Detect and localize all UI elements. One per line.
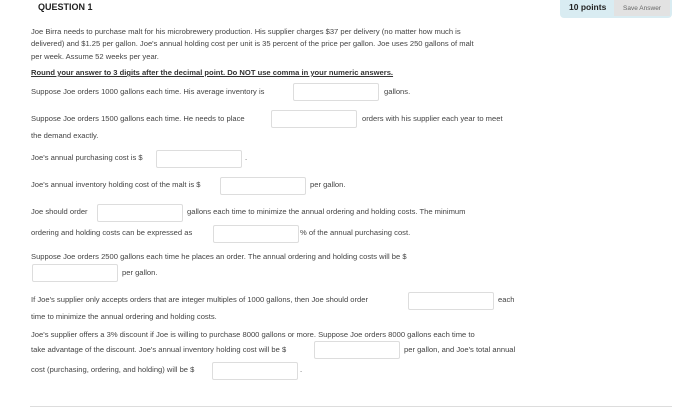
q4-text: Joe's annual inventory holding cost of the malt is $ bbox=[31, 180, 201, 189]
q6-text: ordering and holding costs can be expressed as bbox=[31, 228, 193, 237]
q7-after: per gallon. bbox=[122, 268, 158, 277]
instruction: Round your answer to 3 digits after the decimal point. Do NOT use comma in your numeric answers. bbox=[31, 68, 394, 77]
q10-after: . bbox=[300, 365, 303, 374]
points-panel bbox=[560, 0, 672, 18]
q2-text: Suppose Joe orders 1500 gallons each time. He needs to place bbox=[31, 114, 245, 123]
eoq-input[interactable] bbox=[97, 204, 183, 222]
q5-after: gallons each time to minimize the annual ordering and holding costs. The minimum bbox=[187, 207, 466, 216]
multiple-order-input[interactable] bbox=[408, 292, 494, 310]
cost-2500-input[interactable] bbox=[32, 264, 118, 282]
intro-line-1: Joe Birra needs to purchase malt for his microbrewery production. His supplier charges $37 per delivery (no matter how much is bbox=[31, 27, 461, 36]
discount-holding-cost-input[interactable] bbox=[314, 341, 400, 359]
q3-text: Joe's annual purchasing cost is $ bbox=[31, 153, 143, 162]
q7-text: Suppose Joe orders 2500 gallons each time he places an order. The annual ordering and holding costs will be $ bbox=[31, 252, 407, 261]
holding-cost-input[interactable] bbox=[220, 177, 306, 195]
q6-after: % of the annual purchasing cost. bbox=[300, 228, 411, 237]
points-label: 10 points bbox=[569, 2, 607, 12]
q9-text: take advantage of the discount. Joe's annual inventory holding cost will be $ bbox=[31, 345, 287, 354]
total-annual-cost-input[interactable] bbox=[212, 362, 298, 380]
average-inventory-input[interactable] bbox=[293, 83, 379, 101]
purchasing-cost-input[interactable] bbox=[156, 150, 242, 168]
q8-text: If Joe's supplier only accepts orders that are integer multiples of 1000 gallons, then Joe should order bbox=[31, 295, 369, 304]
intro-line-2: delivered) and $1.25 per gallon. Joe's annual holding cost per unit is 35 percent of the price per gallon. Joe uses 250 gallons of malt bbox=[31, 39, 474, 48]
q9-line1: Joe's supplier offers a 3% discount if Joe is willing to purchase 8000 gallons or more. Suppose Joe orders 8000 gallons each time to bbox=[31, 330, 475, 339]
q5-text: Joe should order bbox=[31, 207, 88, 216]
q3-after: . bbox=[245, 153, 248, 162]
q2-line2: the demand exactly. bbox=[31, 131, 99, 140]
q10-text: cost (purchasing, ordering, and holding) will be $ bbox=[31, 365, 195, 374]
orders-per-year-input[interactable] bbox=[271, 110, 357, 128]
q9-after: per gallon, and Joe's total annual bbox=[404, 345, 516, 354]
q8-after: each bbox=[498, 295, 515, 304]
question-title: QUESTION 1 bbox=[38, 2, 93, 12]
intro-line-3: per week. Assume 52 weeks per year. bbox=[31, 52, 159, 61]
q1-unit: gallons. bbox=[384, 87, 411, 96]
save-answer-button[interactable]: Save Answer bbox=[614, 0, 670, 16]
q4-after: per gallon. bbox=[310, 180, 346, 189]
q1-text: Suppose Joe orders 1000 gallons each time. His average inventory is bbox=[31, 87, 265, 96]
q8-line2: time to minimize the annual ordering and holding costs. bbox=[31, 312, 217, 321]
cost-percent-input[interactable] bbox=[213, 225, 299, 243]
divider bbox=[30, 406, 672, 407]
q2-after: orders with his supplier each year to meet bbox=[362, 114, 503, 123]
